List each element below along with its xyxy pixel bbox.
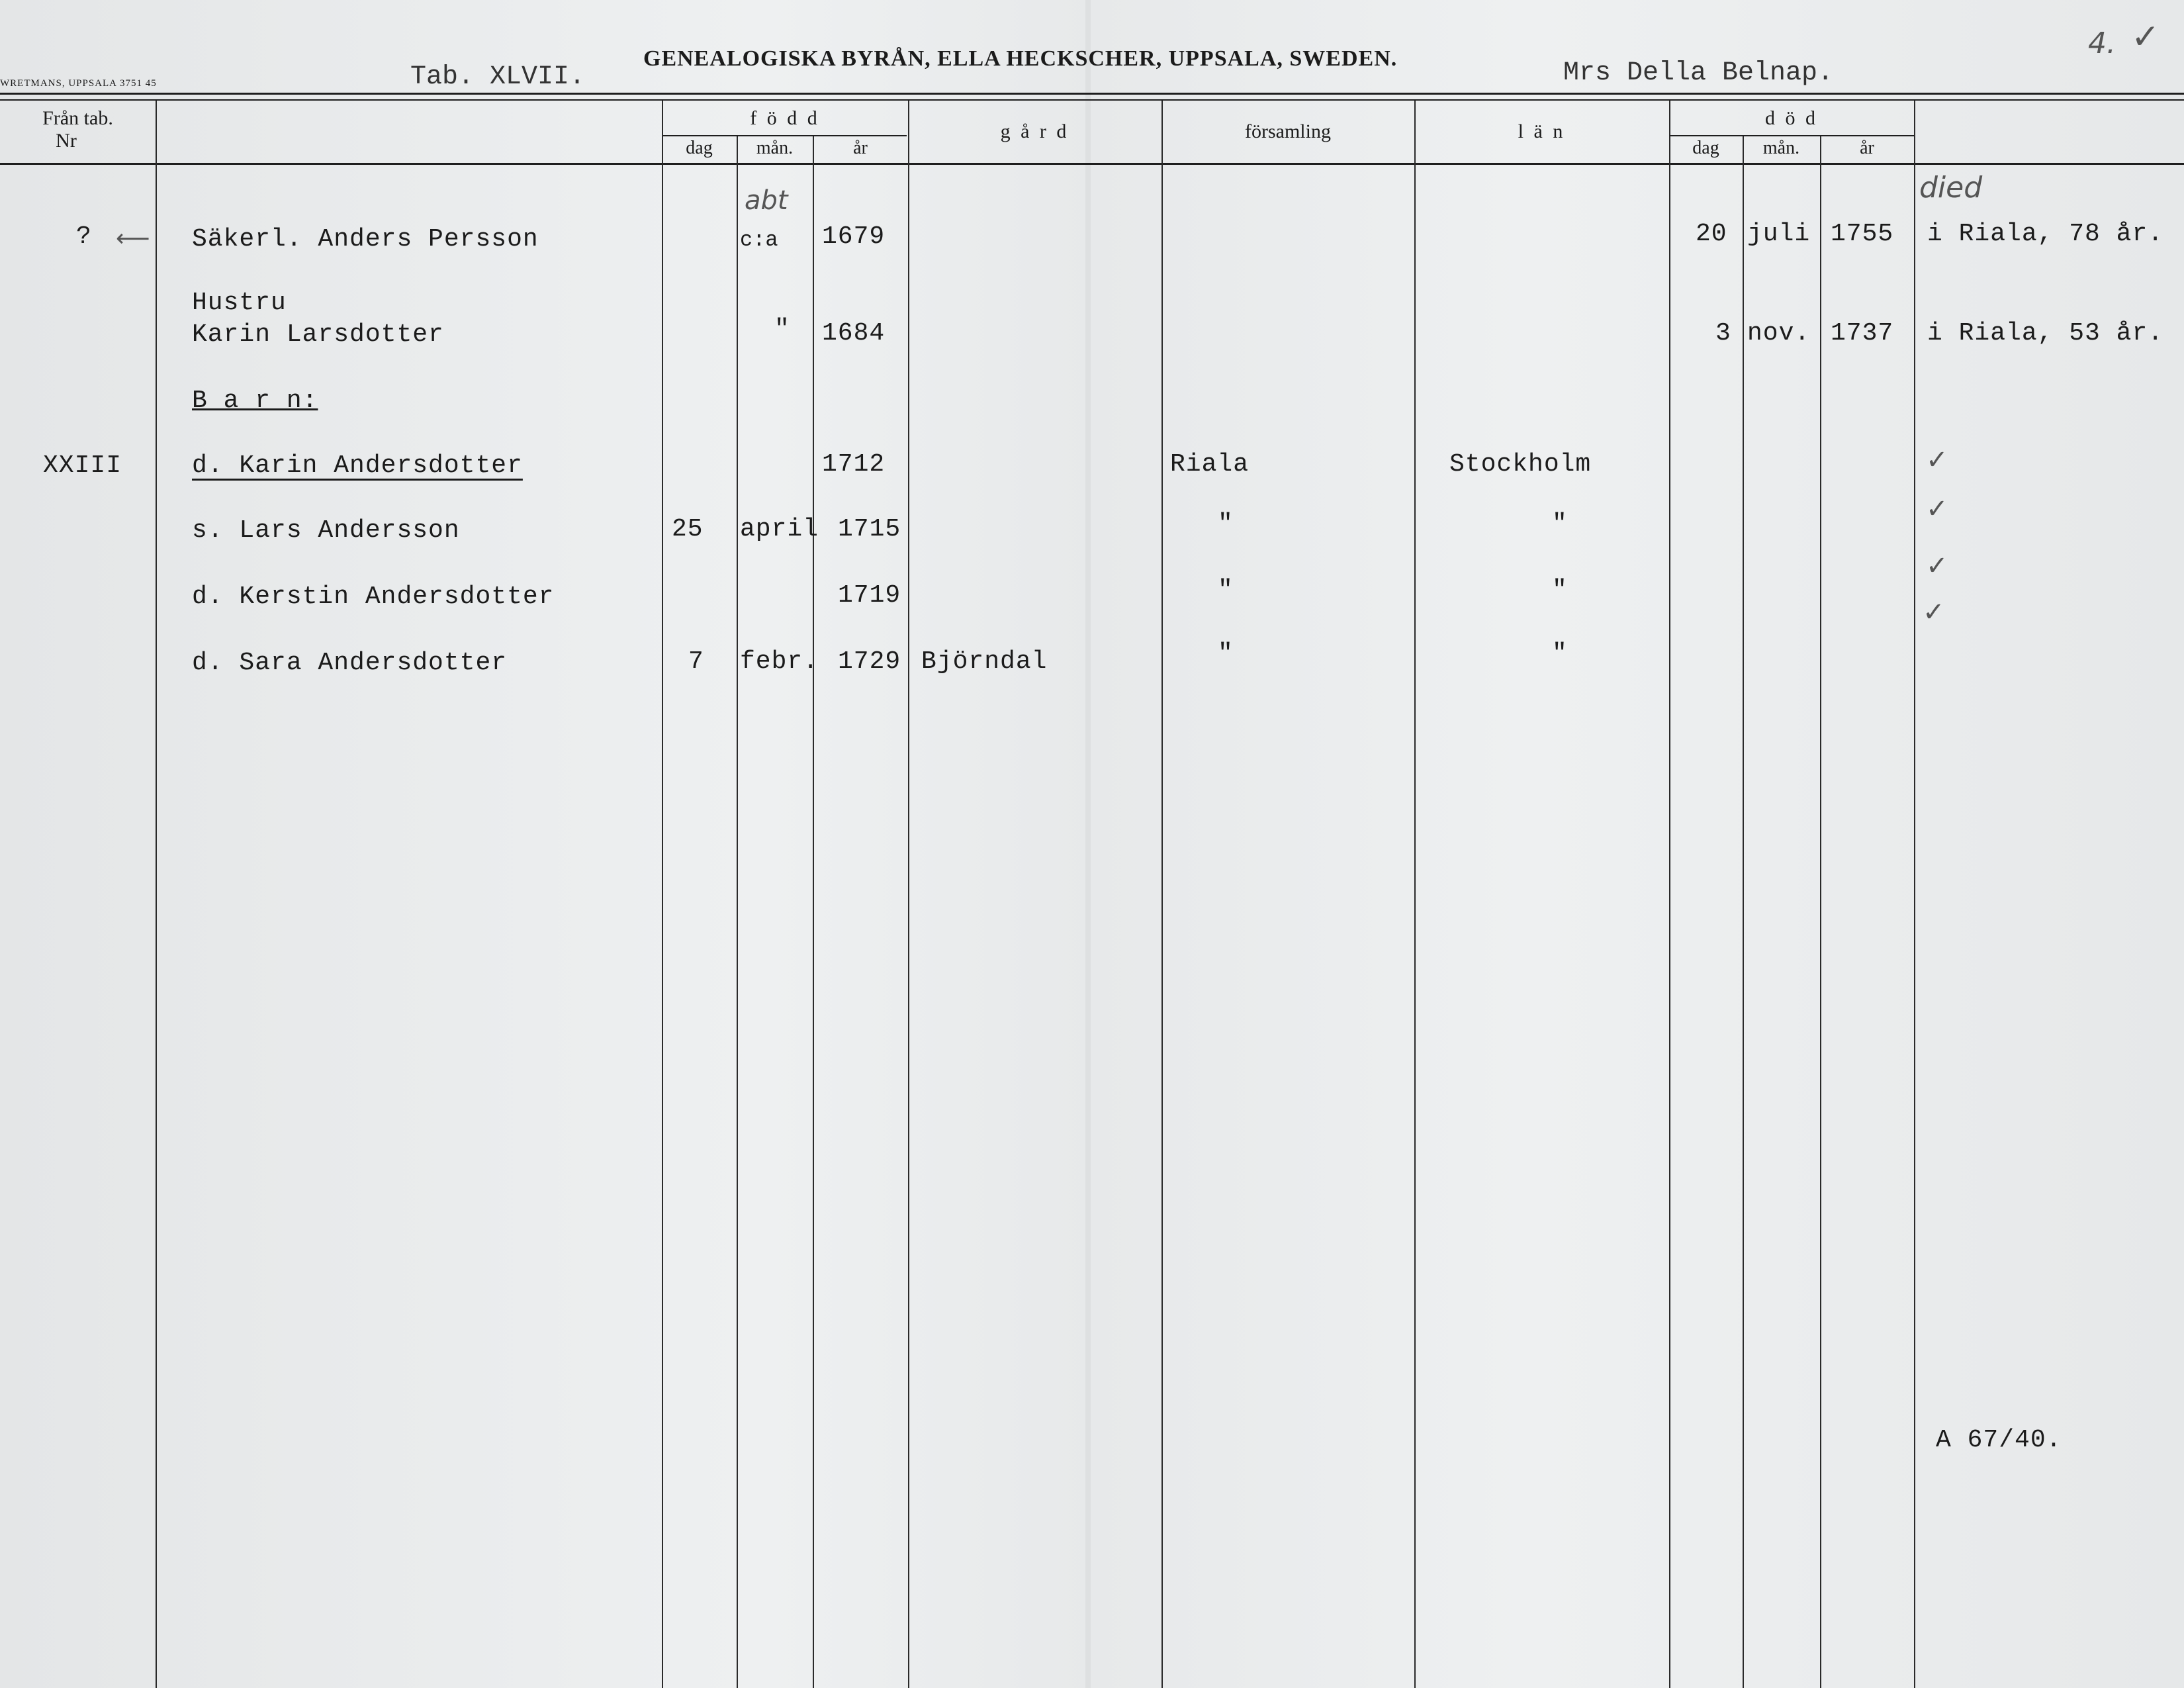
row-county: Stockholm — [1449, 450, 1592, 479]
birth-annotation: abt — [745, 185, 788, 216]
fodd-subrule — [662, 135, 907, 136]
check-mark: ✓ — [2131, 17, 2160, 57]
row-death-year: 1755 — [1831, 220, 1894, 248]
row-name: s. Lars Andersson — [192, 516, 460, 545]
header-dod-man: mån. — [1762, 138, 1800, 158]
reference-number: A 67/40. — [1936, 1426, 2062, 1454]
row-birth-year: 1715 — [838, 515, 901, 543]
header-forsamling: församling — [1245, 120, 1331, 142]
header-fran-tab: Från tab. — [42, 107, 113, 129]
row-farm: Björndal — [921, 647, 1048, 676]
row-name: d. Karin Andersdotter — [192, 451, 523, 480]
col-divider-7 — [1414, 101, 1416, 1688]
row-from: XXIII — [43, 451, 122, 480]
header-fodd-ar: år — [853, 138, 868, 158]
row-name: Hustru — [192, 289, 287, 317]
row-death-day: 3 — [1715, 319, 1731, 348]
client-name: Mrs Della Belnap. — [1563, 58, 1834, 88]
header-rule-top-2 — [0, 99, 2184, 101]
row-birth-month: april — [740, 515, 819, 543]
header-dod-ar: år — [1860, 138, 1874, 158]
check-mark: ✓ — [1926, 494, 1948, 524]
row-county: " — [1552, 639, 1568, 668]
children-heading: B a r n: — [192, 387, 318, 415]
check-mark: ✓ — [1926, 551, 1948, 581]
dod-subrule — [1669, 135, 1914, 136]
header-fodd-man: mån. — [756, 138, 794, 158]
arrow-icon: ⟵ — [116, 225, 150, 252]
col-divider-6 — [1161, 101, 1163, 1688]
row-name: Karin Larsdotter — [192, 320, 444, 349]
row-name: Säkerl. Anders Persson — [192, 225, 539, 254]
row-death-day: 20 — [1696, 220, 1727, 248]
bureau-title: GENEALOGISKA BYRÅN, ELLA HECKSCHER, UPPSALA, SWEDEN. — [643, 46, 1398, 71]
col-divider-11 — [1914, 101, 1915, 1688]
row-birth-month: febr. — [740, 647, 819, 676]
col-divider-5 — [908, 101, 909, 1688]
header-fodd: f ö d d — [750, 107, 820, 129]
row-death-year: 1737 — [1831, 319, 1894, 348]
row-note: i Riala, 53 år. — [1927, 319, 2164, 348]
row-birth-month: " — [774, 315, 790, 344]
header-rule-bottom — [0, 163, 2184, 165]
paper-fold — [1085, 0, 1091, 1688]
row-birth-year: 1679 — [822, 222, 886, 251]
row-name: d. Sara Andersdotter — [192, 649, 508, 677]
check-mark: ✓ — [1923, 597, 1945, 628]
header-rule-top — [0, 93, 2184, 95]
col-divider-8 — [1669, 101, 1670, 1688]
row-birth-day: 7 — [688, 647, 704, 676]
col-divider-3 — [737, 136, 738, 1688]
col-divider-4 — [813, 136, 814, 1688]
header-gard: g å r d — [1000, 120, 1069, 142]
row-birth-year: 1719 — [838, 581, 901, 610]
col-divider-2 — [662, 101, 663, 1688]
col-divider-10 — [1820, 136, 1821, 1688]
row-death-month: nov. — [1747, 319, 1811, 348]
header-fodd-dag: dag — [686, 138, 713, 158]
row-name: d. Kerstin Andersdotter — [192, 583, 555, 611]
table-number: Tab. XLVII. — [410, 62, 586, 92]
row-county: " — [1552, 576, 1568, 604]
header-nr: Nr — [56, 130, 77, 152]
header-lan: l ä n — [1518, 120, 1566, 142]
row-parish: " — [1218, 639, 1234, 668]
page-mark: 4. — [2088, 26, 2116, 60]
died-annotation: died — [1919, 171, 1983, 205]
row-birth-year: 1712 — [822, 450, 886, 479]
row-county: " — [1552, 510, 1568, 538]
row-parish: " — [1218, 576, 1234, 604]
row-birth-month: c:a — [740, 228, 778, 252]
row-birth-year: 1684 — [822, 319, 886, 348]
printer-imprint: WRETMANS, UPPSALA 3751 45 — [0, 78, 157, 89]
row-birth-year: 1729 — [838, 647, 901, 676]
row-note: i Riala, 78 år. — [1927, 220, 2164, 248]
col-divider-1 — [156, 101, 157, 1688]
row-birth-day: 25 — [672, 515, 704, 543]
row-parish: " — [1218, 510, 1234, 538]
row-from: ? — [76, 222, 92, 251]
row-death-month: juli — [1747, 220, 1811, 248]
row-parish: Riala — [1170, 450, 1250, 479]
header-dod: d ö d — [1765, 107, 1818, 129]
header-dod-dag: dag — [1692, 138, 1719, 158]
check-mark: ✓ — [1926, 445, 1948, 475]
col-divider-9 — [1743, 136, 1744, 1688]
